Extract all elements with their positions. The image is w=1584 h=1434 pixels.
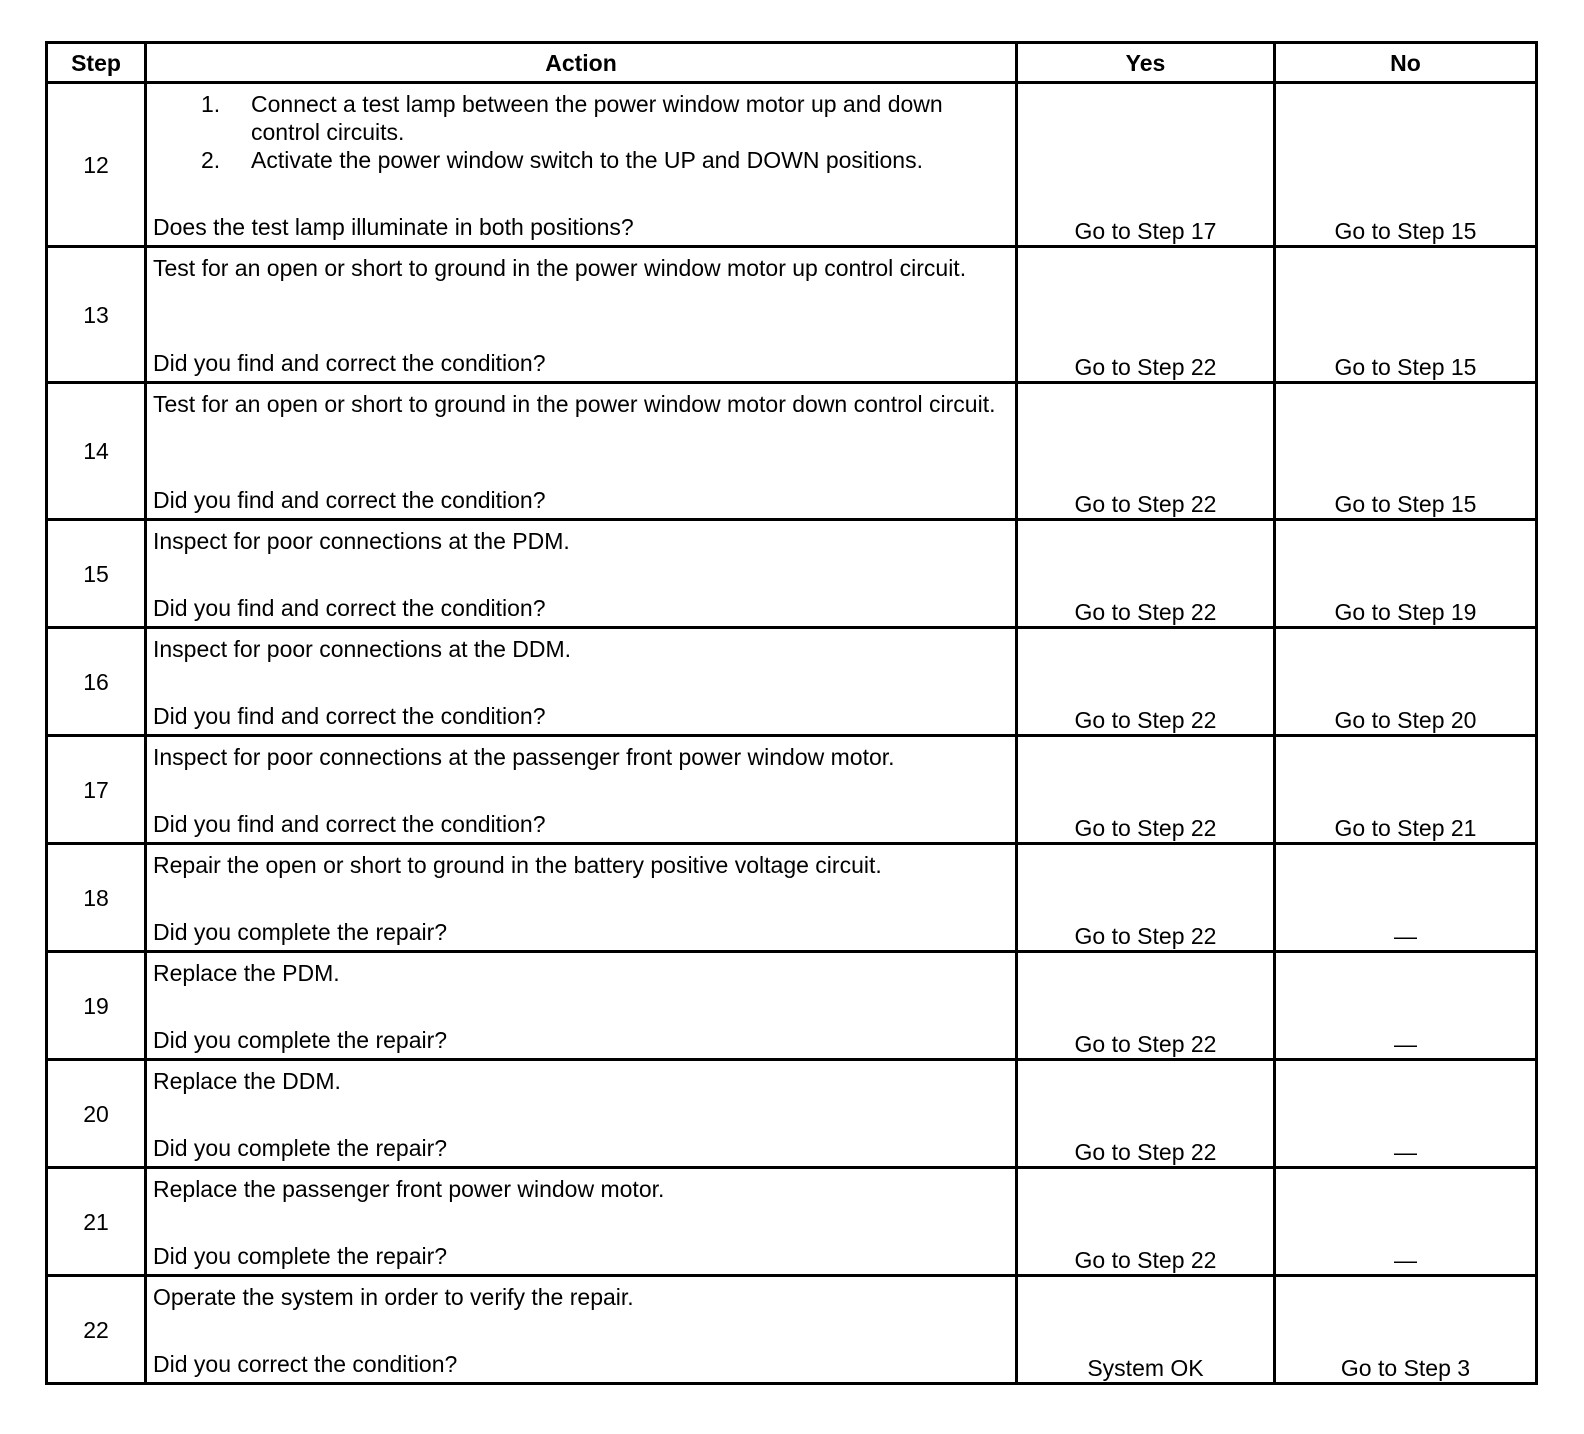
header-no: No xyxy=(1275,43,1537,83)
action-cell xyxy=(146,520,1017,628)
step-number: 19 xyxy=(47,952,146,1060)
step-number: 16 xyxy=(47,628,146,736)
step-number: 13 xyxy=(47,247,146,383)
header-yes: Yes xyxy=(1017,43,1275,83)
yes-result: Go to Step 22 xyxy=(1017,628,1275,736)
action-cell xyxy=(146,844,1017,952)
action-instruction: Inspect for poor connections at the DDM. xyxy=(153,636,572,662)
no-result: — xyxy=(1275,844,1537,952)
action-list xyxy=(153,90,1009,174)
list-item xyxy=(153,146,1009,174)
list-item xyxy=(153,90,1009,146)
table-row xyxy=(47,1060,1537,1168)
action-instruction: Test for an open or short to ground in the power window motor up control circuit. xyxy=(153,255,967,281)
step-number: 15 xyxy=(47,520,146,628)
yes-result: Go to Step 22 xyxy=(1017,952,1275,1060)
action-question: Did you find and correct the condition? xyxy=(153,595,546,621)
yes-result: Go to Step 17 xyxy=(1017,83,1275,247)
table-row xyxy=(47,952,1537,1060)
action-instruction: Repair the open or short to ground in the battery positive voltage circuit. xyxy=(153,852,882,878)
action-cell xyxy=(146,1168,1017,1276)
yes-result: Go to Step 22 xyxy=(1017,383,1275,520)
no-result: Go to Step 20 xyxy=(1275,628,1537,736)
action-question: Did you correct the condition? xyxy=(153,1351,458,1377)
step-number: 12 xyxy=(47,83,146,247)
action-cell xyxy=(146,736,1017,844)
action-cell xyxy=(146,247,1017,383)
action-instruction: Inspect for poor connections at the passenger front power window motor. xyxy=(153,744,895,770)
item-text: Connect a test lamp between the power window motor up and down control circuits. xyxy=(251,91,943,145)
action-cell xyxy=(146,1060,1017,1168)
item-number: 2. xyxy=(201,147,221,173)
yes-result: Go to Step 22 xyxy=(1017,247,1275,383)
no-result: Go to Step 3 xyxy=(1275,1276,1537,1384)
yes-result: System OK xyxy=(1017,1276,1275,1384)
no-result: Go to Step 21 xyxy=(1275,736,1537,844)
action-instruction: Replace the PDM. xyxy=(153,960,340,986)
yes-result: Go to Step 22 xyxy=(1017,1168,1275,1276)
no-result: Go to Step 19 xyxy=(1275,520,1537,628)
item-number: 1. xyxy=(201,91,221,117)
action-question: Does the test lamp illuminate in both positions? xyxy=(153,214,634,240)
no-result: — xyxy=(1275,1168,1537,1276)
header-row xyxy=(47,43,1537,83)
step-number: 20 xyxy=(47,1060,146,1168)
table-row xyxy=(47,247,1537,383)
table-row xyxy=(47,736,1537,844)
no-result: Go to Step 15 xyxy=(1275,83,1537,247)
action-cell xyxy=(146,952,1017,1060)
action-cell xyxy=(146,628,1017,736)
table-row xyxy=(47,383,1537,520)
yes-result: Go to Step 22 xyxy=(1017,736,1275,844)
step-number: 18 xyxy=(47,844,146,952)
action-instruction: Replace the passenger front power window motor. xyxy=(153,1176,665,1202)
action-question: Did you find and correct the condition? xyxy=(153,350,546,376)
action-question: Did you complete the repair? xyxy=(153,919,448,945)
diagnostic-table xyxy=(45,41,1538,1385)
action-instruction: Replace the DDM. xyxy=(153,1068,341,1094)
action-instruction: Inspect for poor connections at the PDM. xyxy=(153,528,570,554)
action-cell xyxy=(146,83,1017,247)
action-cell xyxy=(146,383,1017,520)
table-row xyxy=(47,628,1537,736)
action-question: Did you find and correct the condition? xyxy=(153,487,546,513)
item-text: Activate the power window switch to the UP and DOWN positions. xyxy=(251,147,923,173)
action-question: Did you complete the repair? xyxy=(153,1243,448,1269)
no-result: Go to Step 15 xyxy=(1275,247,1537,383)
header-action: Action xyxy=(146,43,1017,83)
yes-result: Go to Step 22 xyxy=(1017,1060,1275,1168)
action-instruction: Operate the system in order to verify the repair. xyxy=(153,1284,634,1310)
action-question: Did you complete the repair? xyxy=(153,1135,448,1161)
step-number: 14 xyxy=(47,383,146,520)
yes-result: Go to Step 22 xyxy=(1017,520,1275,628)
no-result: — xyxy=(1275,1060,1537,1168)
step-number: 17 xyxy=(47,736,146,844)
table-row xyxy=(47,520,1537,628)
action-question: Did you find and correct the condition? xyxy=(153,811,546,837)
action-question: Did you complete the repair? xyxy=(153,1027,448,1053)
action-instruction: Test for an open or short to ground in the power window motor down control circuit. xyxy=(153,391,996,417)
header-step: Step xyxy=(47,43,146,83)
step-number: 21 xyxy=(47,1168,146,1276)
action-question: Did you find and correct the condition? xyxy=(153,703,546,729)
action-cell xyxy=(146,1276,1017,1384)
table-row xyxy=(47,83,1537,247)
no-result: — xyxy=(1275,952,1537,1060)
no-result: Go to Step 15 xyxy=(1275,383,1537,520)
yes-result: Go to Step 22 xyxy=(1017,844,1275,952)
table-row xyxy=(47,1276,1537,1384)
step-number: 22 xyxy=(47,1276,146,1384)
table-row xyxy=(47,1168,1537,1276)
table-row xyxy=(47,844,1537,952)
